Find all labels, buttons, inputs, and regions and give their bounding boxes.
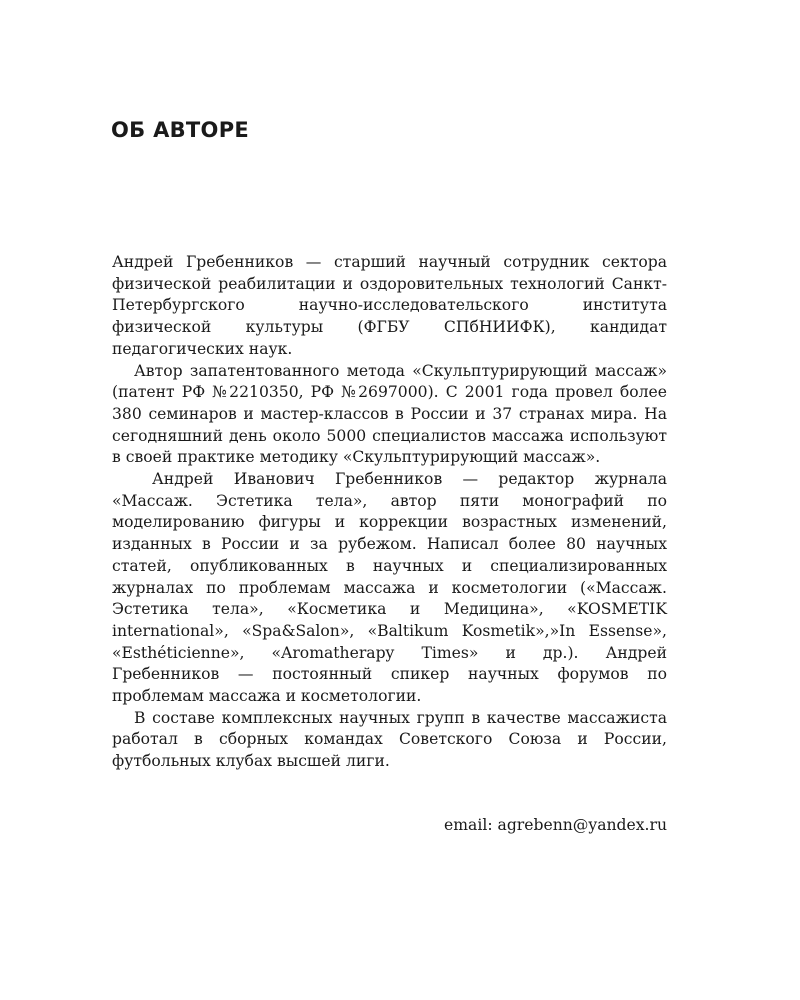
bio-paragraph-2: Автор запатентованного метода «Скульптурирующий массаж» (патент РФ №2210350, РФ №2697000). С 2001 года провел более 380 семинаров и мастер-классов в России и 37 странах мира. На сегодняшний день около 5000 специалистов массажа используют в своей практике методику «Скульптурирующий массаж».	[112, 361, 667, 467]
author-email: email: agrebenn@yandex.ru	[444, 816, 667, 834]
bio-paragraph-3: Андрей Иванович Гребенников — редактор журнала «Массаж. Эстетика тела», автор пяти монографий по моделированию фигуры и коррекции возрастных изменений, изданных в России и за рубежом. Написал более 80 научных статей, опубликованных в научных и специализированных журналах по проблемам массажа и косметологии («Массаж. Эстетика тела», «Косметика и Медицина», «KOSMETIK international», «Spa&Salon», «Baltikum Kosmetik»,»In Essense», «Esthéticienne», «Aromatherapy Times» и др.). Андрей Гребенников — постоянный спикер научных форумов по проблемам массажа и косметологии.	[112, 470, 667, 706]
page-title: ОБ АВТОРЕ	[111, 118, 250, 142]
author-bio	[112, 252, 667, 773]
bio-paragraph-4: В составе комплексных научных групп в качестве массажиста работал в сборных командах Советского Союза и России, футбольных клубах высшей лиги.	[112, 708, 667, 771]
bio-paragraph-1: Андрей Гребенников — старший научный сотрудник сектора физической реабилитации и оздоровительных технологий Санкт-Петербургского научно-исследовательского института физической культуры (ФГБУ СПбНИИФК), кандидат педагогических наук.	[112, 253, 667, 358]
